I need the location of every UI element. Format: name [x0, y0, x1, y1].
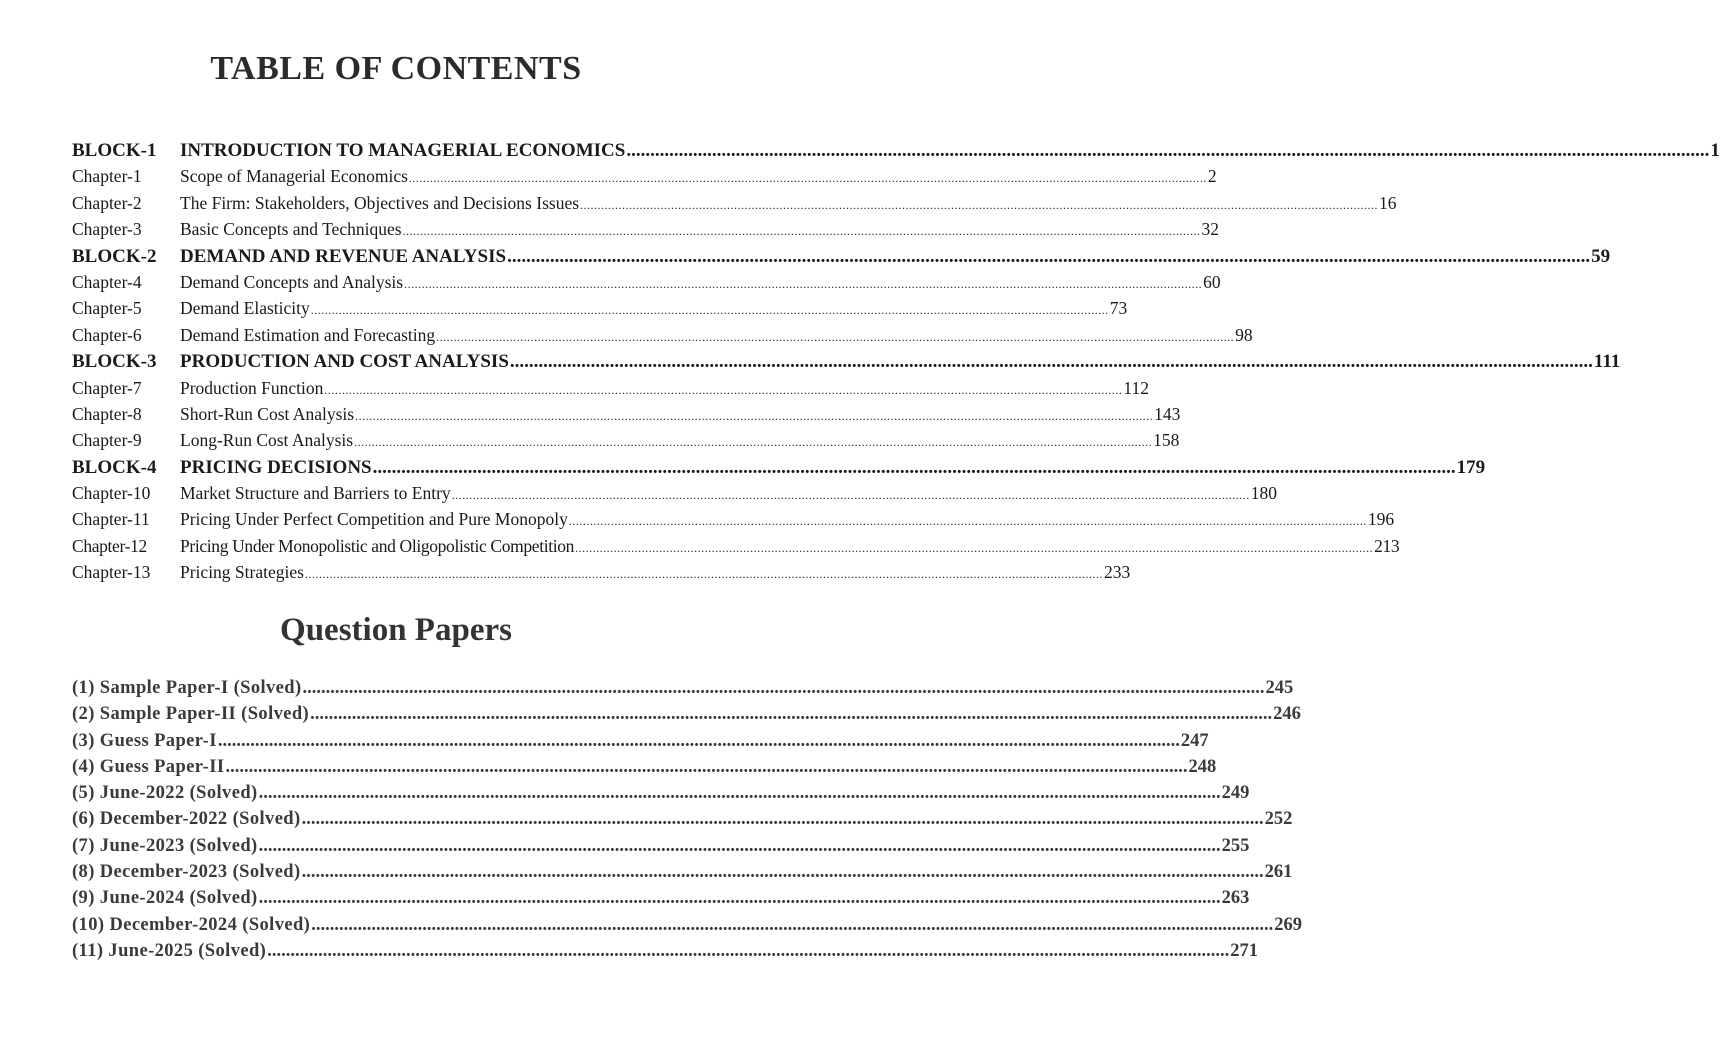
toc-page-number: 32 [1201, 219, 1220, 240]
toc-title: Basic Concepts and Techniques [180, 219, 402, 240]
toc-number: Chapter-10 [72, 483, 151, 504]
dot-leader [259, 783, 1221, 804]
toc-number: Chapter-7 [72, 377, 142, 398]
toc-number: BLOCK-3 [72, 351, 157, 373]
toc-title: Scope of Managerial Economics [180, 166, 408, 187]
toc-page-number: 196 [1367, 509, 1395, 530]
toc-page-number: 73 [1109, 298, 1128, 319]
question-paper-label: (4) Guess Paper-II [72, 756, 225, 777]
toc-title: DEMAND AND REVENUE ANALYSIS [180, 245, 507, 267]
question-paper-row[interactable] [72, 914, 1302, 941]
toc-number: Chapter-1 [72, 166, 142, 187]
question-paper-label: (7) June-2023 (Solved) [72, 835, 258, 856]
question-paper-row[interactable] [72, 756, 1217, 783]
question-paper-label: (5) June-2022 (Solved) [72, 783, 258, 804]
toc-chapter-row[interactable] [72, 324, 1253, 351]
toc-number: BLOCK-4 [72, 456, 157, 478]
dot-leader [510, 351, 1593, 373]
question-paper-label: (9) June-2024 (Solved) [72, 888, 258, 909]
toc-number: Chapter-4 [72, 271, 142, 292]
toc-page-number: 111 [1593, 351, 1621, 373]
dot-leader [302, 809, 1264, 830]
question-paper-label: (2) Sample Paper-II (Solved) [72, 704, 310, 725]
toc-page-number: 143 [1154, 403, 1181, 424]
question-paper-label: (1) Sample Paper-I (Solved) [72, 678, 302, 698]
dot-leader [436, 325, 1234, 346]
question-paper-page: 249 [1221, 783, 1250, 804]
dot-leader [452, 483, 1250, 504]
toc-chapter-row[interactable] [72, 562, 1131, 588]
toc-title: The Firm: Stakeholders, Objectives and Decisions Issues [180, 192, 580, 213]
toc-number: BLOCK-1 [72, 140, 157, 161]
dot-leader [311, 915, 1273, 936]
toc-chapter-row[interactable] [72, 298, 1128, 324]
toc-page-number: 180 [1250, 483, 1277, 504]
toc-title: Demand Concepts and Analysis [180, 271, 404, 292]
question-paper-row[interactable] [72, 835, 1250, 862]
toc-number: Chapter-11 [72, 509, 150, 530]
toc-chapter-row[interactable] [72, 483, 1277, 509]
dot-leader [302, 862, 1264, 883]
question-paper-row[interactable] [72, 730, 1209, 757]
toc-chapter-row[interactable] [72, 430, 1180, 456]
dot-leader [311, 298, 1109, 319]
question-papers-heading: Question Papers [280, 612, 512, 648]
toc-title: Pricing Under Monopolistic and Oligopolistic Competition [180, 535, 575, 556]
toc-title: INTRODUCTION TO MANAGERIAL ECONOMICS [180, 140, 626, 161]
question-paper-row[interactable] [72, 678, 1294, 704]
toc-block-row[interactable] [72, 456, 1486, 483]
question-paper-page: 263 [1221, 888, 1250, 909]
toc-chapter-row[interactable] [72, 403, 1181, 430]
toc-number: Chapter-8 [72, 403, 142, 424]
dot-leader [626, 140, 1709, 162]
toc-chapter-row[interactable] [72, 535, 1400, 562]
question-paper-row[interactable] [72, 862, 1293, 888]
dot-leader [569, 509, 1367, 530]
toc-number: Chapter-6 [72, 324, 142, 345]
dot-leader [580, 193, 1378, 214]
question-paper-page: 252 [1264, 809, 1293, 830]
question-paper-row[interactable] [72, 783, 1250, 809]
toc-number: Chapter-3 [72, 219, 142, 240]
toc-number: Chapter-13 [72, 562, 151, 583]
toc-page-number: 59 [1591, 245, 1611, 267]
toc-chapter-row[interactable] [72, 219, 1220, 245]
toc-page-number: 1 [1710, 140, 1720, 161]
toc-number: Chapter-5 [72, 298, 142, 319]
toc-title: PRODUCTION AND COST ANALYSIS [180, 351, 509, 373]
question-paper-page: 245 [1265, 678, 1294, 698]
table-of-contents [72, 140, 1720, 589]
toc-page-number: 98 [1235, 324, 1253, 345]
question-paper-page: 246 [1273, 704, 1301, 725]
question-paper-row[interactable] [72, 940, 1258, 967]
toc-page-number: 16 [1379, 192, 1397, 213]
toc-title: Pricing Under Perfect Competition and Pure Monopoly [180, 509, 568, 530]
question-paper-row[interactable] [72, 704, 1301, 730]
question-paper-page: 255 [1221, 835, 1250, 856]
question-paper-label: (11) June-2025 (Solved) [72, 940, 267, 961]
dot-leader [218, 731, 1180, 752]
toc-number: Chapter-12 [72, 535, 147, 556]
question-paper-page: 271 [1230, 940, 1258, 961]
dot-leader [373, 457, 1456, 479]
question-paper-page: 247 [1180, 730, 1209, 751]
dot-leader [409, 166, 1207, 187]
toc-number: BLOCK-2 [72, 245, 157, 267]
toc-block-row[interactable] [72, 351, 1621, 377]
toc-chapter-row[interactable] [72, 192, 1397, 219]
toc-number: Chapter-2 [72, 192, 142, 213]
toc-chapter-row[interactable] [72, 509, 1395, 535]
toc-title: Market Structure and Barriers to Entry [180, 483, 451, 504]
toc-block-row[interactable] [72, 245, 1611, 272]
dot-leader [403, 219, 1201, 240]
dot-leader [324, 378, 1122, 399]
dot-leader [354, 430, 1152, 451]
dot-leader [310, 704, 1272, 725]
toc-title: PRICING DECISIONS [180, 456, 372, 478]
dot-leader [355, 404, 1153, 425]
toc-title: Short-Run Cost Analysis [180, 403, 355, 424]
toc-page-number: 179 [1456, 456, 1486, 478]
question-paper-label: (6) December-2022 (Solved) [72, 809, 301, 830]
dot-leader [303, 678, 1265, 699]
toc-page-number: 112 [1123, 377, 1150, 398]
question-paper-label: (10) December-2024 (Solved) [72, 914, 311, 935]
toc-chapter-row[interactable] [72, 166, 1217, 192]
toc-title: Pricing Strategies [180, 562, 304, 583]
dot-leader [267, 941, 1229, 962]
dot-leader [259, 888, 1221, 909]
dot-leader [575, 536, 1373, 557]
toc-title: Long-Run Cost Analysis [180, 430, 354, 451]
toc-page-number: 158 [1153, 430, 1180, 451]
dot-leader [305, 562, 1103, 583]
toc-title: Demand Elasticity [180, 298, 310, 319]
question-paper-page: 261 [1264, 862, 1293, 883]
toc-page-number: 233 [1103, 562, 1131, 583]
toc-chapter-row[interactable] [72, 271, 1221, 298]
dot-leader [225, 757, 1187, 778]
question-paper-label: (8) December-2023 (Solved) [72, 862, 301, 883]
page-title: TABLE OF CONTENTS [210, 50, 582, 87]
toc-title: Demand Estimation and Forecasting [180, 324, 436, 345]
toc-page-number: 60 [1203, 271, 1221, 292]
question-paper-row[interactable] [72, 809, 1293, 835]
question-paper-label: (3) Guess Paper-I [72, 730, 217, 751]
toc-block-row[interactable] [72, 140, 1720, 166]
toc-chapter-row[interactable] [72, 377, 1150, 404]
toc-number: Chapter-9 [72, 430, 142, 451]
dot-leader [404, 272, 1202, 293]
toc-title: Production Function [180, 377, 324, 398]
toc-page-number: 2 [1207, 166, 1217, 187]
toc-page-number: 213 [1374, 535, 1400, 556]
question-paper-row[interactable] [72, 888, 1250, 914]
dot-leader [259, 836, 1221, 857]
question-papers-list [72, 678, 1302, 967]
question-paper-page: 248 [1188, 756, 1217, 777]
question-paper-page: 269 [1274, 914, 1302, 935]
dot-leader [507, 246, 1590, 268]
